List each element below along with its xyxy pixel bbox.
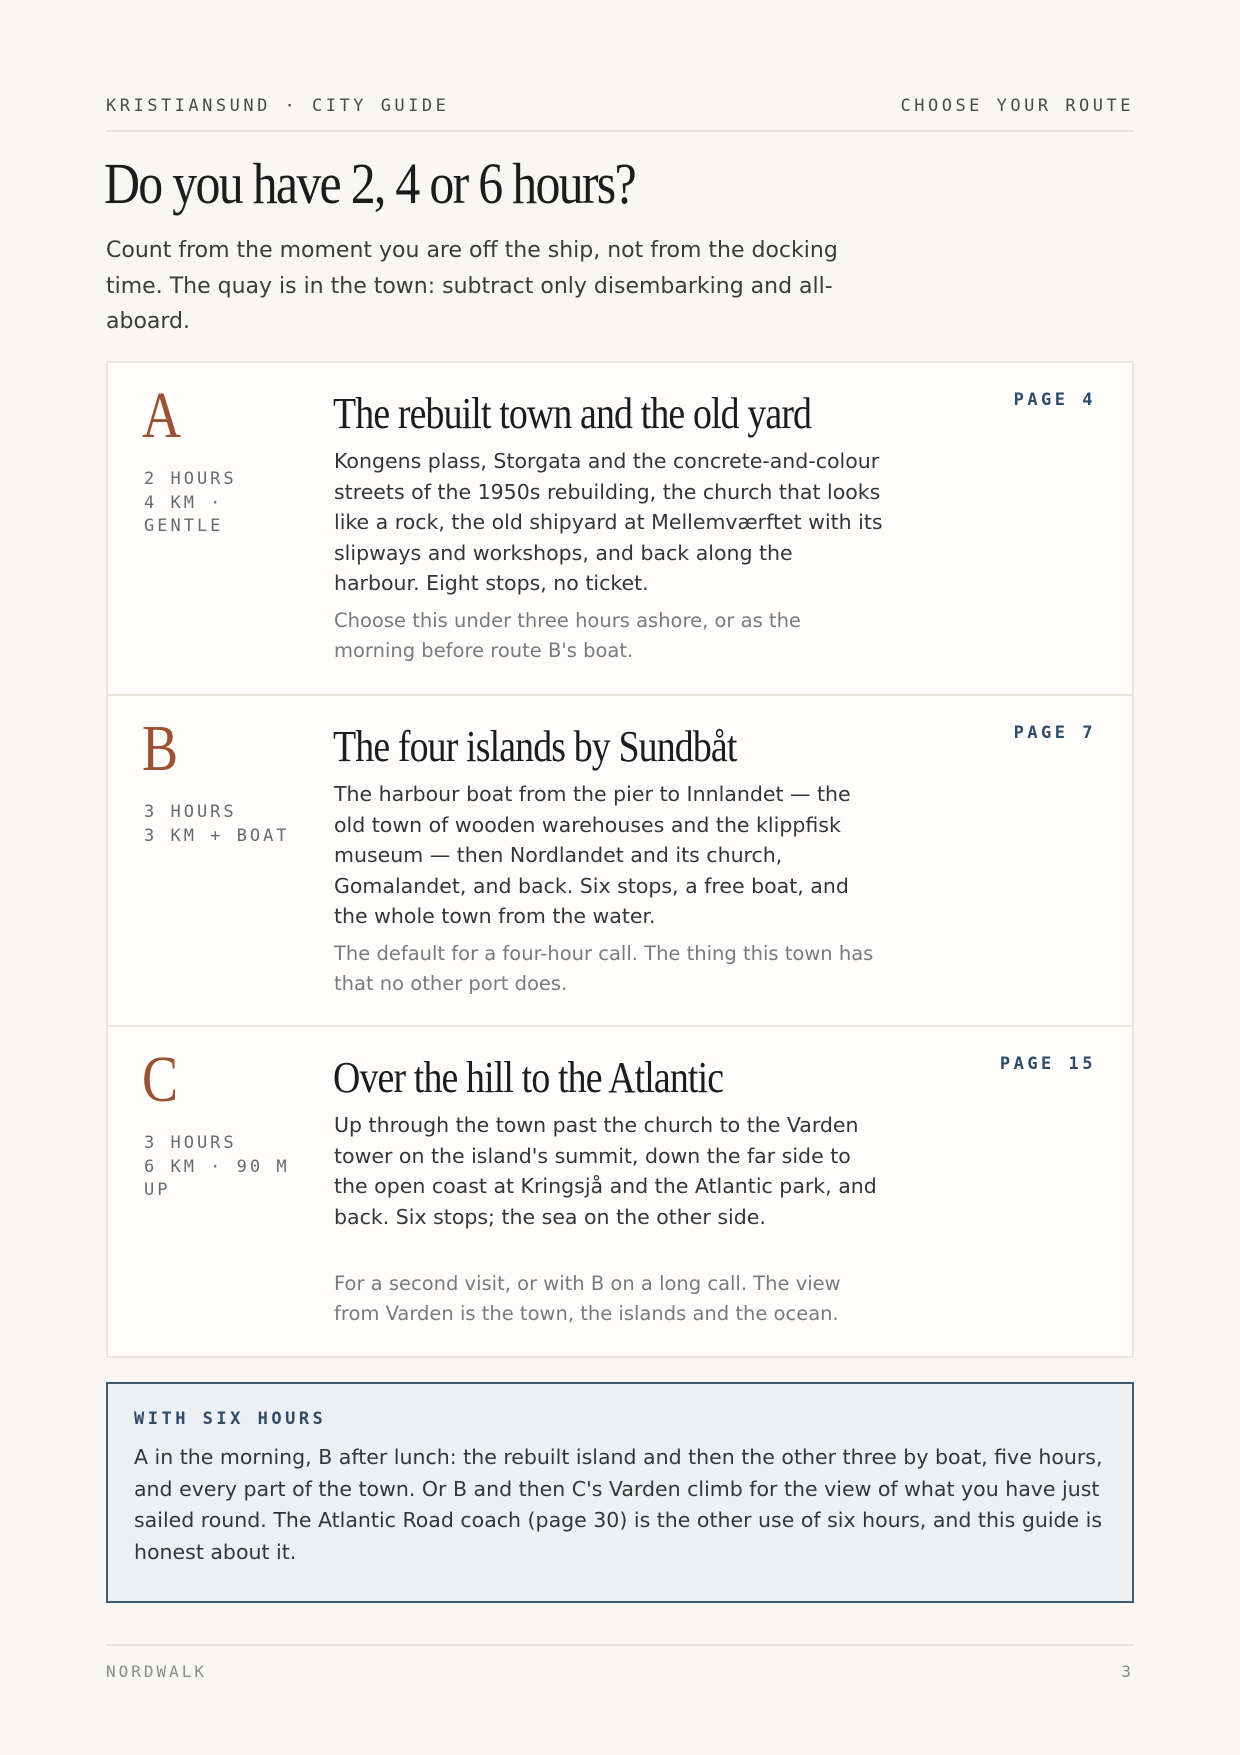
route-description: Kongens plass, Storgata and the concrete-and-colour streets of the 1950s rebuilding, the church that looks like a rock, the old shipyard at Mellemværftet with its slipways and workshops, and back along the harbour. Eight stops, no ticket. — [334, 449, 883, 595]
intro-paragraph: Count from the moment you are off the ship, not from the docking time. The quay is in the town: subtract only disembarking and all-aboard. — [106, 238, 838, 334]
route-list — [106, 361, 1134, 1358]
route-duration: 3 HOURS — [144, 1133, 237, 1153]
route-difficulty: GENTLE — [144, 516, 224, 536]
route-note: Choose this under three hours ashore, or as the morning before route B's boat. — [334, 609, 801, 662]
callout-text: A in the morning, B after lunch: the rebuilt island and then the other three by boat, five hours, and every part of the town. Or B and then C's Varden climb for the view of what you have just sailed round. The Atlantic Road coach (page 30) is the other use of six hours, and this guide is honest about it. — [134, 1445, 1103, 1564]
route-difficulty: UP — [144, 1180, 171, 1200]
six-hours-callout — [106, 1382, 1134, 1603]
running-header — [106, 96, 1134, 132]
page-title: Do you have 2, 4 or 6 hours? — [104, 151, 635, 216]
route-title: Over the hill to the Atlantic — [333, 1053, 724, 1102]
page-number: 3 — [1121, 1662, 1134, 1681]
route-note: The default for a four-hour call. The thing this town has that no other port does. — [334, 942, 874, 995]
route-duration: 3 HOURS — [144, 802, 237, 822]
route-title: The rebuilt town and the old yard — [333, 389, 812, 438]
route-card-c — [108, 1025, 1132, 1356]
route-letter: C — [142, 1043, 179, 1116]
route-description: Up through the town past the church to the Varden tower on the island's summit, down the far side to the open coast at Kringsjå and the Atlantic park, and back. Six stops; the sea on the other side. — [334, 1113, 877, 1229]
route-card-a — [108, 363, 1132, 694]
running-footer — [106, 1644, 1134, 1681]
route-meta — [144, 468, 304, 539]
route-meta — [144, 1132, 304, 1203]
guide-name: KRISTIANSUND · CITY GUIDE — [106, 96, 450, 116]
route-note: For a second visit, or with B on a long call. The view from Varden is the town, the islands and the ocean. — [334, 1272, 841, 1325]
route-distance: 3 KM + BOAT — [144, 825, 290, 846]
route-page-link[interactable]: PAGE 15 — [999, 1054, 1096, 1074]
route-title: The four islands by Sundbåt — [333, 722, 737, 771]
route-distance: 4 KM · — [144, 492, 224, 513]
route-page-link[interactable]: PAGE 4 — [1013, 390, 1096, 410]
callout-label: WITH SIX HOURS — [134, 1409, 327, 1429]
route-meta — [144, 801, 304, 848]
route-letter: B — [142, 712, 179, 785]
route-letter: A — [142, 379, 182, 452]
route-page-link[interactable]: PAGE 7 — [1013, 723, 1096, 743]
route-description: The harbour boat from the pier to Innlandet — the old town of wooden warehouses and the klippfisk museum — then Nordlandet and its church, Gomalandet, and back. Six stops, a free boat, and the whole town from the water. — [334, 782, 851, 928]
route-distance: 6 KM · 90 M — [144, 1156, 290, 1177]
route-card-b — [108, 694, 1132, 1025]
route-duration: 2 HOURS — [144, 469, 237, 489]
section-name: CHOOSE YOUR ROUTE — [900, 96, 1134, 116]
publisher-name: NORDWALK — [106, 1662, 208, 1681]
